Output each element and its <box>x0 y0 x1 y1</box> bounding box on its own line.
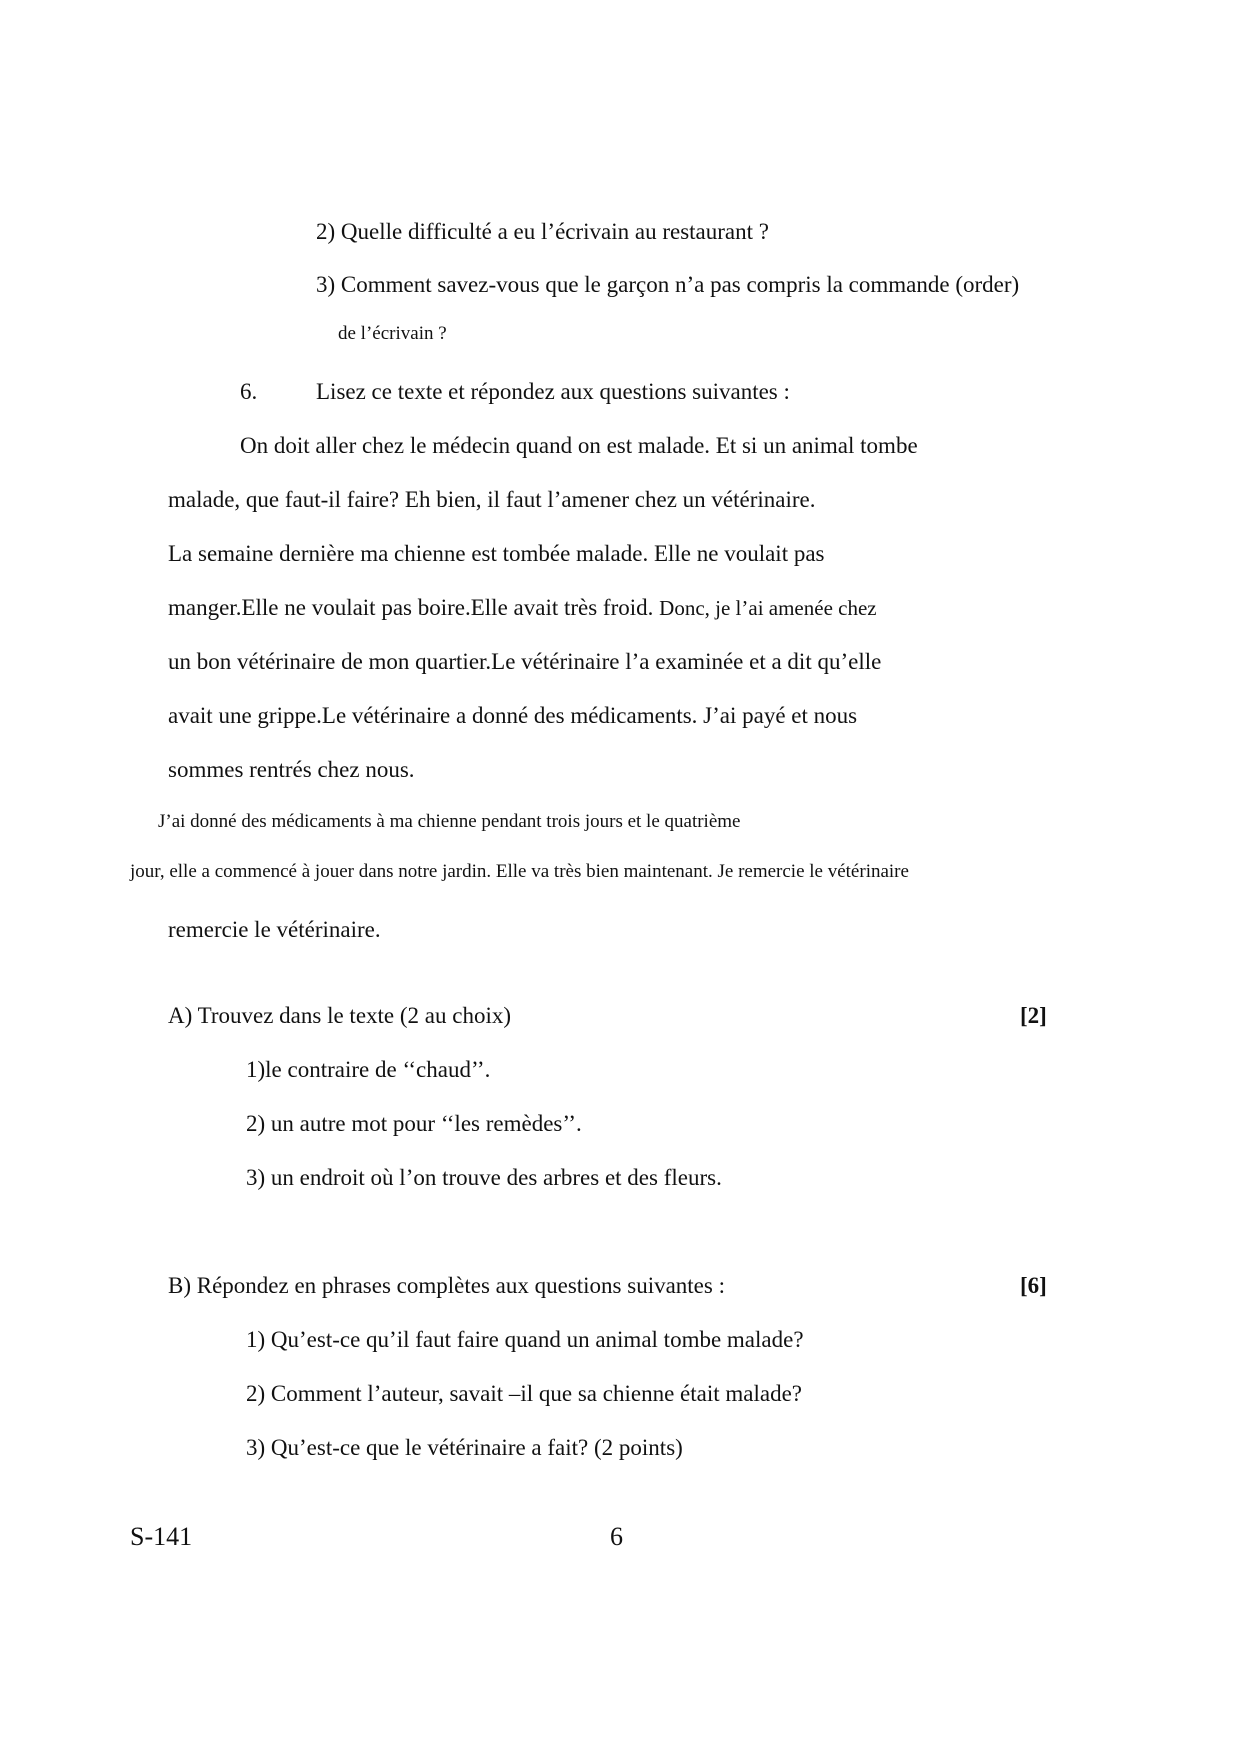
passage-line-1: On doit aller chez le médecin quand on est malade. Et si un animal tombe <box>240 433 918 458</box>
passage-line-4 <box>168 594 877 622</box>
passage-line-10: remercie le vétérinaire. <box>168 917 381 942</box>
part-b-marks: [6] <box>1020 1273 1047 1298</box>
part-a-item-1: 1)le contraire de ‘‘chaud’’. <box>246 1057 491 1082</box>
prev-question-3: 3) Comment savez-vous que le garçon n’a pas compris la commande (order) <box>316 272 1020 297</box>
part-a-item-2: 2) un autre mot pour ‘‘les remèdes’’. <box>246 1111 582 1136</box>
passage-line-3: La semaine dernière ma chienne est tombée malade. Elle ne voulait pas <box>168 541 825 566</box>
passage-line-4-main: manger.Elle ne voulait pas boire.Elle avait très froid. <box>168 595 654 620</box>
part-b-item-1: 1) Qu’est-ce qu’il faut faire quand un animal tombe malade? <box>246 1327 804 1352</box>
section-6-number: 6. <box>240 379 258 404</box>
part-b-item-2: 2) Comment l’auteur, savait –il que sa chienne était malade? <box>246 1381 802 1406</box>
section-6-instruction: Lisez ce texte et répondez aux questions suivantes : <box>316 379 790 404</box>
part-b-heading: B) Répondez en phrases complètes aux questions suivantes : <box>168 1273 725 1298</box>
part-a-item-3: 3) un endroit où l’on trouve des arbres et des fleurs. <box>246 1165 722 1190</box>
prev-question-3-continued: de l’écrivain ? <box>338 323 447 344</box>
passage-line-5: un bon vétérinaire de mon quartier.Le vétérinaire l’a examinée et a dit qu’elle <box>168 649 882 674</box>
passage-line-2: malade, que faut-il faire? Eh bien, il faut l’amener chez un vétérinaire. <box>168 487 816 512</box>
passage-line-4-tail: Donc, je l’ai amenée chez <box>659 596 877 620</box>
part-a-heading: A) Trouvez dans le texte (2 au choix) <box>168 1003 512 1028</box>
footer-code: S-141 <box>130 1522 193 1551</box>
passage-line-6: avait une grippe.Le vétérinaire a donné des médicaments. J’ai payé et nous <box>168 703 858 728</box>
part-a-marks: [2] <box>1020 1003 1047 1028</box>
footer-page-number: 6 <box>610 1522 623 1551</box>
part-b-item-3: 3) Qu’est-ce que le vétérinaire a fait? (2 points) <box>246 1435 683 1460</box>
passage-line-9: jour, elle a commencé à jouer dans notre jardin. Elle va très bien maintenant. Je remercie le vétérinaire <box>130 861 909 882</box>
passage-line-8: J’ai donné des médicaments à ma chienne pendant trois jours et le quatrième <box>158 811 741 832</box>
passage-line-7: sommes rentrés chez nous. <box>168 757 415 782</box>
prev-question-2: 2) Quelle difficulté a eu l’écrivain au restaurant ? <box>316 219 769 244</box>
